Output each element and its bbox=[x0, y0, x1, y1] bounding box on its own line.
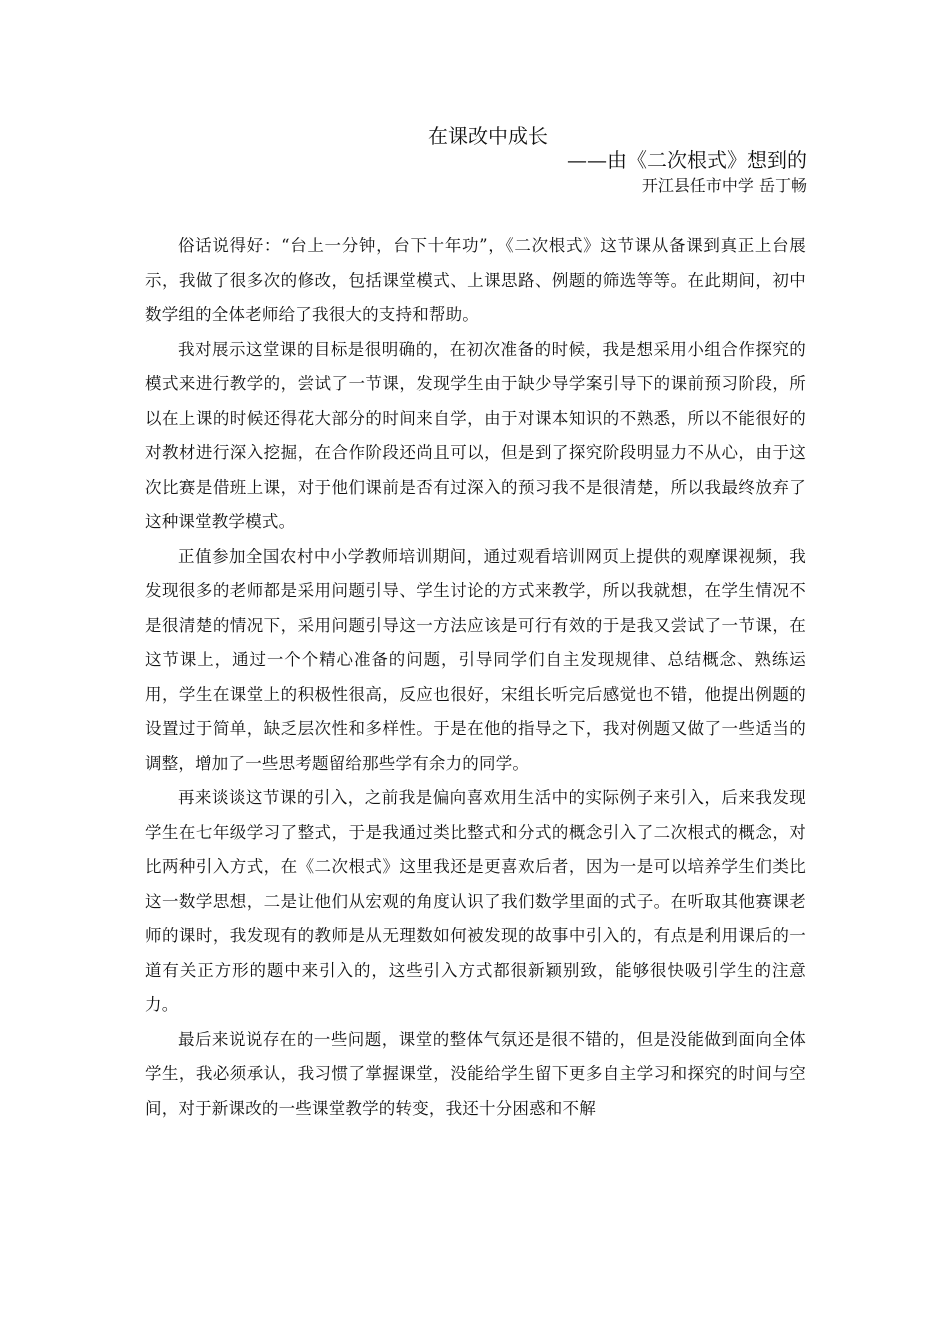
author-line: 开江县任市中学 岳丁畅 bbox=[641, 176, 807, 195]
paragraph-4: 再来谈谈这节课的引入，之前我是偏向喜欢用生活中的实际例子来引入，后来我发现学生在七年级学习了整式，于是我通过类比整式和分式的概念引入了二次根式的概念，对比两种引入方式，在《二次根式》这里我还是更喜欢后者，因为一是可以培养学生们类比这一数学思想，二是让他们从宏观的角度认识了我们数学里面的式子。在听取其他赛课老师的课时，我发现有的教师是从无理数如何被发现的故事中引入的，有点是利用课后的一道有关正方形的题中来引入的，这些引入方式都很新颖别致，能够很快吸引学生的注意力。 bbox=[145, 788, 806, 1014]
document-title: 在课改中成长 bbox=[428, 124, 548, 148]
paragraph-5: 最后来说说存在的一些问题，课堂的整体气氛还是很不错的，但是没能做到面向全体学生，我必须承认，我习惯了掌握课堂，没能给学生留下更多自主学习和探究的时间与空间，对于新课改的一些课堂教学的转变，我还十分困惑和不解 bbox=[145, 1029, 806, 1118]
paragraph-2: 我对展示这堂课的目标是很明确的，在初次准备的时候，我是想采用小组合作探究的模式来进行教学的，尝试了一节课，发现学生由于缺少导学案引导下的课前预习阶段，所以在上课的时候还得花大部分的时间来自学，由于对课本知识的不熟悉，所以不能很好的对教材进行深入挖掘，在合作阶段还尚且可以，但是到了探究阶段明显力不从心，由于这次比赛是借班上课，对于他们课前是否有过深入的预习我不是很清楚，所以我最终放弃了这种课堂教学模式。 bbox=[145, 339, 806, 531]
paragraph-3: 正值参加全国农村中小学教师培训期间，通过观看培训网页上提供的观摩课视频，我发现很多的老师都是采用问题引导、学生讨论的方式来教学，所以我就想，在学生情况不是很清楚的情况下，采用问题引导这一方法应该是可行有效的于是我又尝试了一节课，在这节课上，通过一个个精心准备的问题，引导同学们自主发现规律、总结概念、熟练运用，学生在课堂上的积极性很高，反应也很好，宋组长听完后感觉也不错，他提出例题的设置过于简单，缺乏层次性和多样性。于是在他的指导之下，我对例题又做了一些适当的调整，增加了一些思考题留给那些学有余力的同学。 bbox=[145, 546, 806, 773]
paragraph-1: 俗话说得好：“台上一分钟，台下十年功”，《二次根式》这节课从备课到真正上台展示，我做了很多次的修改，包括课堂模式、上课思路、例题的筛选等等。在此期间，初中数学组的全体老师给了我很大的支持和帮助。 bbox=[145, 236, 806, 324]
body-text bbox=[145, 229, 806, 1126]
document-subtitle: ——由《二次根式》想到的 bbox=[567, 148, 807, 172]
